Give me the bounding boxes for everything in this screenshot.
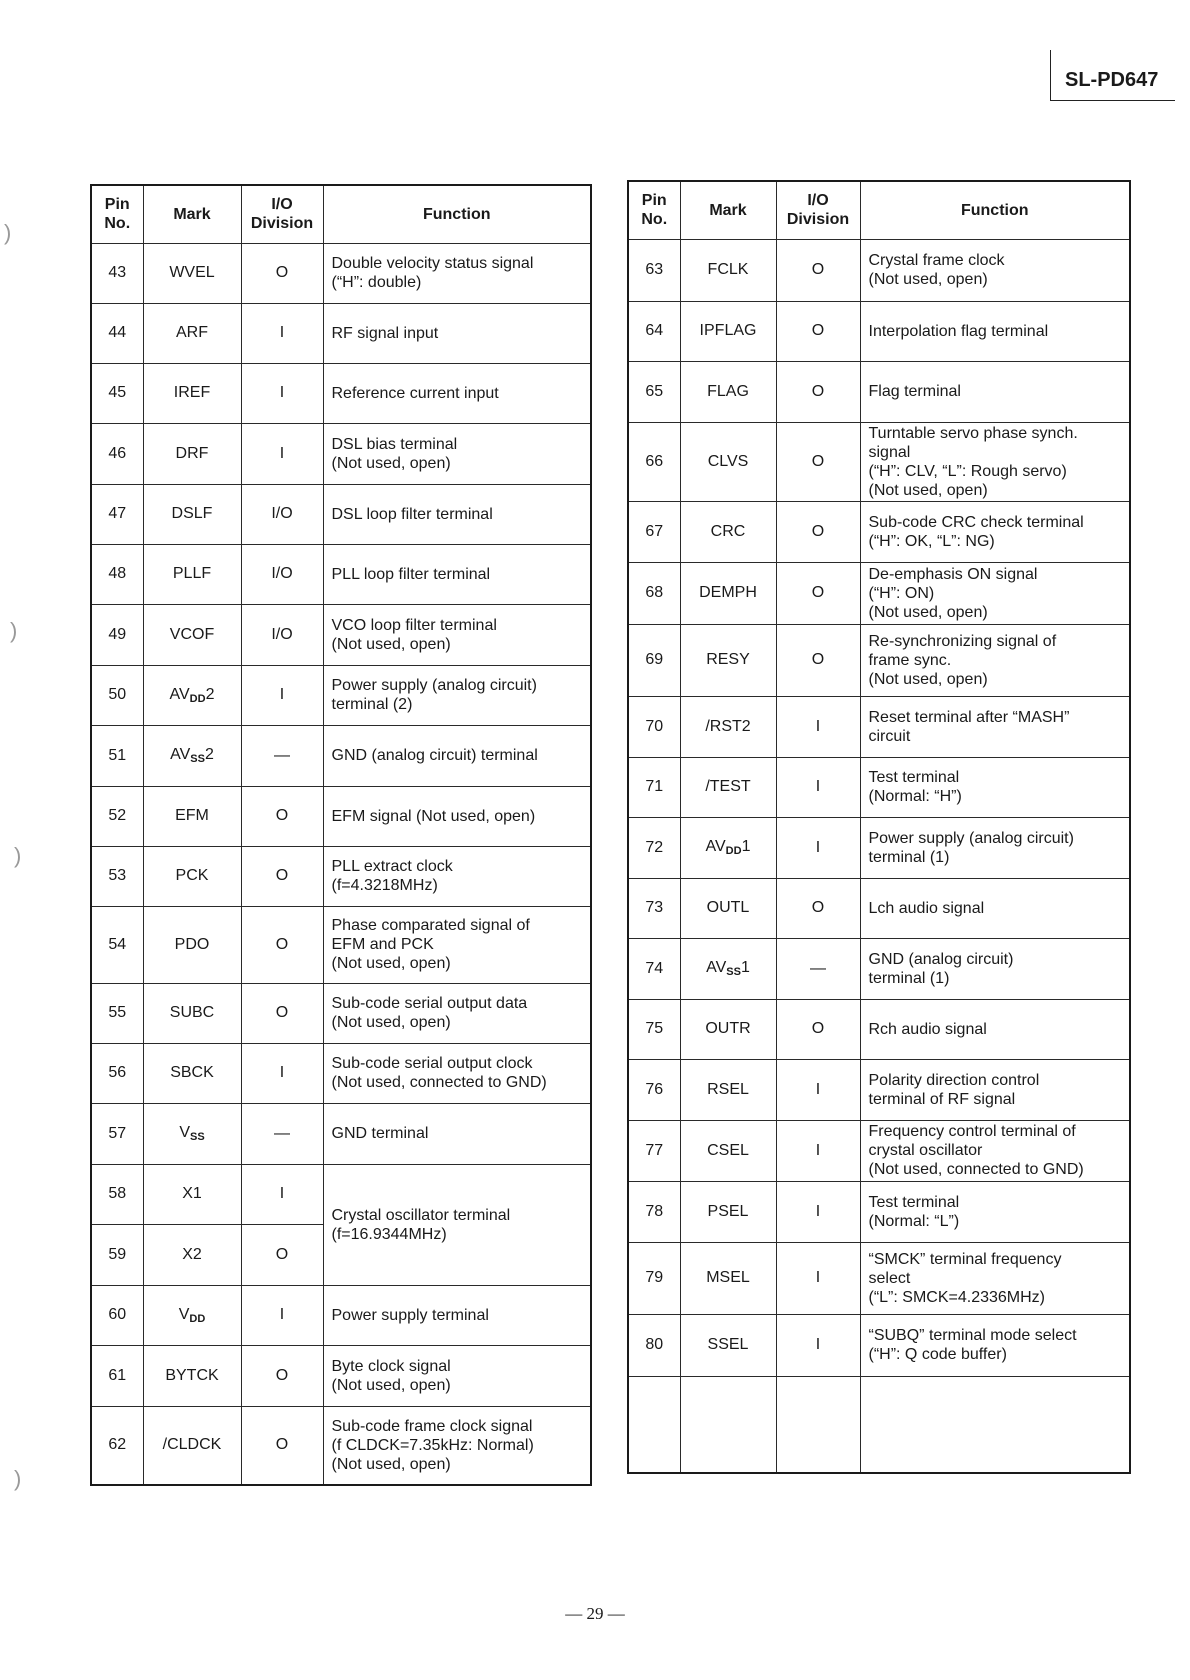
pin-number: 60 <box>91 1285 143 1345</box>
pin-mark: $V_{DD}$ <box>143 1285 241 1345</box>
pin-io: O <box>776 361 860 422</box>
pin-mark: WVEL <box>143 243 241 303</box>
pin-mark: CLVS <box>680 422 776 501</box>
pin-function: Double velocity status signal (“H”: double) <box>323 243 591 303</box>
table-row <box>91 725 591 786</box>
table-row <box>628 422 1130 501</box>
table-row <box>91 1164 591 1224</box>
pin-mark: PSEL <box>680 1181 776 1242</box>
pin-number: 43 <box>91 243 143 303</box>
table-row <box>628 817 1130 878</box>
empty-cell <box>628 1376 680 1473</box>
pin-number: 63 <box>628 239 680 301</box>
table-row <box>628 301 1130 361</box>
table-row <box>628 999 1130 1059</box>
pin-io: I <box>241 363 323 423</box>
pin-mark: RESY <box>680 624 776 696</box>
empty-cell <box>776 1376 860 1473</box>
pin-number: 67 <box>628 501 680 562</box>
pin-function: Turntable servo phase synch. signal (“H”: CLV, “L”: Rough servo) (Not used, open) <box>860 422 1130 501</box>
scan-artifact: ) <box>4 220 12 245</box>
pin-mark: DEMPH <box>680 562 776 624</box>
pin-io: I <box>241 665 323 725</box>
pin-mark: X1 <box>143 1164 241 1224</box>
table-row <box>91 303 591 363</box>
header-pin: Pin No. <box>91 185 143 243</box>
pin-io: O <box>241 906 323 983</box>
pin-io: O <box>241 1406 323 1485</box>
pin-function: Sub-code serial output data (Not used, open) <box>323 983 591 1043</box>
header-io: I/O Division <box>241 185 323 243</box>
table-row <box>91 423 591 484</box>
pin-number: 66 <box>628 422 680 501</box>
pin-number: 56 <box>91 1043 143 1103</box>
table-row <box>628 361 1130 422</box>
pin-io: O <box>776 878 860 938</box>
pin-function: Sub-code serial output clock (Not used, connected to GND) <box>323 1043 591 1103</box>
pin-number: 68 <box>628 562 680 624</box>
pin-function: Phase comparated signal of EFM and PCK (Not used, open) <box>323 906 591 983</box>
pin-io: O <box>776 624 860 696</box>
pin-function: Sub-code frame clock signal (f CLDCK=7.35kHz: Normal) (Not used, open) <box>323 1406 591 1485</box>
pin-function: Reset terminal after “MASH” circuit <box>860 696 1130 757</box>
pin-table-right <box>627 180 1131 1474</box>
pin-function: Power supply (analog circuit) terminal (1) <box>860 817 1130 878</box>
pin-io: O <box>241 983 323 1043</box>
pin-table-left <box>90 184 592 1486</box>
pin-io: I/O <box>241 544 323 604</box>
pin-io: I <box>776 1120 860 1181</box>
table-row <box>91 243 591 303</box>
pin-mark: SSEL <box>680 1314 776 1376</box>
pin-number: 55 <box>91 983 143 1043</box>
pin-function: Interpolation flag terminal <box>860 301 1130 361</box>
pin-number: 77 <box>628 1120 680 1181</box>
pin-number: 72 <box>628 817 680 878</box>
table-row <box>91 544 591 604</box>
pin-mark: SUBC <box>143 983 241 1043</box>
pin-mark: $AV_{DD}1$ <box>680 817 776 878</box>
pin-mark: BYTCK <box>143 1345 241 1406</box>
pin-number: 79 <box>628 1242 680 1314</box>
pin-number: 44 <box>91 303 143 363</box>
pin-io: I <box>241 1285 323 1345</box>
pin-function: Polarity direction control terminal of RF signal <box>860 1059 1130 1120</box>
pin-io: O <box>776 562 860 624</box>
pin-function: Lch audio signal <box>860 878 1130 938</box>
pin-function: Power supply terminal <box>323 1285 591 1345</box>
table-row <box>628 878 1130 938</box>
pin-mark: /TEST <box>680 757 776 817</box>
pin-mark: EFM <box>143 786 241 846</box>
pin-function: Crystal oscillator terminal (f=16.9344MHz) <box>323 1164 591 1285</box>
pin-function: GND terminal <box>323 1103 591 1164</box>
scan-artifact: ) <box>10 618 18 643</box>
empty-cell <box>860 1376 1130 1473</box>
pin-function: Sub-code CRC check terminal (“H”: OK, “L”: NG) <box>860 501 1130 562</box>
header-pin: Pin No. <box>628 181 680 239</box>
pin-number: 51 <box>91 725 143 786</box>
pin-function: “SMCK” terminal frequency select (“L”: SMCK=4.2336MHz) <box>860 1242 1130 1314</box>
pin-function: GND (analog circuit) terminal (1) <box>860 938 1130 999</box>
pin-io: O <box>241 1224 323 1285</box>
pin-mark: /CLDCK <box>143 1406 241 1485</box>
pin-number: 73 <box>628 878 680 938</box>
table-row <box>91 1043 591 1103</box>
pin-mark: PLLF <box>143 544 241 604</box>
pin-function: Power supply (analog circuit) terminal (2) <box>323 665 591 725</box>
empty-cell <box>680 1376 776 1473</box>
pin-function: DSL loop filter terminal <box>323 484 591 544</box>
table-row <box>91 786 591 846</box>
pin-mark: DSLF <box>143 484 241 544</box>
pin-function: “SUBQ” terminal mode select (“H”: Q code buffer) <box>860 1314 1130 1376</box>
pin-function: Rch audio signal <box>860 999 1130 1059</box>
pin-function: EFM signal (Not used, open) <box>323 786 591 846</box>
pin-mark: CSEL <box>680 1120 776 1181</box>
pin-io: O <box>776 501 860 562</box>
table-row <box>91 665 591 725</box>
pin-io: O <box>776 301 860 361</box>
pin-io: O <box>241 786 323 846</box>
table-row <box>628 757 1130 817</box>
pin-mark: /RST2 <box>680 696 776 757</box>
header-function: Function <box>860 181 1130 239</box>
table-row <box>91 1285 591 1345</box>
pin-number: 64 <box>628 301 680 361</box>
table-row <box>91 363 591 423</box>
pin-mark: DRF <box>143 423 241 484</box>
pin-io: O <box>241 1345 323 1406</box>
table-row <box>628 501 1130 562</box>
scan-artifact: ) <box>14 1466 22 1491</box>
table-row <box>628 562 1130 624</box>
pin-number: 78 <box>628 1181 680 1242</box>
pin-function: VCO loop filter terminal (Not used, open) <box>323 604 591 665</box>
pin-io: I/O <box>241 484 323 544</box>
table-row <box>91 604 591 665</box>
table-row <box>628 239 1130 301</box>
table-row <box>628 1120 1130 1181</box>
table-row <box>628 938 1130 999</box>
pin-mark: VCOF <box>143 604 241 665</box>
pin-number: 62 <box>91 1406 143 1485</box>
empty-row <box>628 1376 1130 1473</box>
pin-io: I <box>776 696 860 757</box>
pin-io: — <box>241 1103 323 1164</box>
pin-io: I <box>776 1059 860 1120</box>
pin-function: Flag terminal <box>860 361 1130 422</box>
header-io: I/O Division <box>776 181 860 239</box>
pin-io: I <box>241 423 323 484</box>
pin-function: Test terminal (Normal: “H”) <box>860 757 1130 817</box>
pin-mark: PCK <box>143 846 241 906</box>
pin-mark: FLAG <box>680 361 776 422</box>
pin-number: 54 <box>91 906 143 983</box>
pin-number: 57 <box>91 1103 143 1164</box>
table-row <box>628 1181 1130 1242</box>
table-row <box>91 983 591 1043</box>
table-row <box>91 1345 591 1406</box>
pin-number: 52 <box>91 786 143 846</box>
pin-number: 70 <box>628 696 680 757</box>
pin-number: 80 <box>628 1314 680 1376</box>
page-number: — 29 — <box>565 1604 625 1623</box>
pin-number: 76 <box>628 1059 680 1120</box>
pin-number: 53 <box>91 846 143 906</box>
table-row <box>91 1103 591 1164</box>
pin-number: 59 <box>91 1224 143 1285</box>
pin-mark: FCLK <box>680 239 776 301</box>
pin-number: 45 <box>91 363 143 423</box>
pin-mark: $V_{SS}$ <box>143 1103 241 1164</box>
pin-number: 58 <box>91 1164 143 1224</box>
pin-io: O <box>776 239 860 301</box>
pin-io: I/O <box>241 604 323 665</box>
pin-number: 49 <box>91 604 143 665</box>
pin-io: O <box>241 846 323 906</box>
pin-function: Reference current input <box>323 363 591 423</box>
table-row <box>628 1059 1130 1120</box>
pin-mark: $AV_{DD}2$ <box>143 665 241 725</box>
pin-io: I <box>776 1242 860 1314</box>
pin-io: — <box>776 938 860 999</box>
pin-io: O <box>241 243 323 303</box>
pin-mark: CRC <box>680 501 776 562</box>
scan-artifact: ) <box>14 843 22 868</box>
table-row <box>91 846 591 906</box>
pin-function: GND (analog circuit) terminal <box>323 725 591 786</box>
pin-number: 47 <box>91 484 143 544</box>
pin-io: O <box>776 422 860 501</box>
pin-mark: $AV_{SS}2$ <box>143 725 241 786</box>
pin-mark: RSEL <box>680 1059 776 1120</box>
pin-number: 75 <box>628 999 680 1059</box>
table-row <box>91 906 591 983</box>
pin-function: DSL bias terminal (Not used, open) <box>323 423 591 484</box>
pin-function: Frequency control terminal of crystal oscillator (Not used, connected to GND) <box>860 1120 1130 1181</box>
pin-function: De-emphasis ON signal (“H”: ON) (Not used, open) <box>860 562 1130 624</box>
header-function: Function <box>323 185 591 243</box>
pin-number: 74 <box>628 938 680 999</box>
pin-function: PLL extract clock (f=4.3218MHz) <box>323 846 591 906</box>
table-row <box>628 624 1130 696</box>
pin-number: 48 <box>91 544 143 604</box>
pin-io: — <box>241 725 323 786</box>
pin-mark: IREF <box>143 363 241 423</box>
pin-number: 69 <box>628 624 680 696</box>
pin-function: Byte clock signal (Not used, open) <box>323 1345 591 1406</box>
pin-function: Test terminal (Normal: “L”) <box>860 1181 1130 1242</box>
pin-mark: PDO <box>143 906 241 983</box>
pin-mark: OUTR <box>680 999 776 1059</box>
table-row <box>91 484 591 544</box>
table-row <box>628 1314 1130 1376</box>
pin-mark: $AV_{SS}1$ <box>680 938 776 999</box>
pin-io: I <box>241 1043 323 1103</box>
pin-function: Crystal frame clock (Not used, open) <box>860 239 1130 301</box>
pin-mark: SBCK <box>143 1043 241 1103</box>
pin-number: 50 <box>91 665 143 725</box>
pin-mark: IPFLAG <box>680 301 776 361</box>
pin-mark: X2 <box>143 1224 241 1285</box>
pin-io: I <box>776 817 860 878</box>
pin-io: I <box>241 1164 323 1224</box>
pin-function: PLL loop filter terminal <box>323 544 591 604</box>
pin-mark: ARF <box>143 303 241 363</box>
pin-number: 46 <box>91 423 143 484</box>
pin-io: I <box>776 757 860 817</box>
pin-io: I <box>241 303 323 363</box>
table-row <box>628 1242 1130 1314</box>
pin-number: 65 <box>628 361 680 422</box>
header-mark: Mark <box>680 181 776 239</box>
pin-io: O <box>776 999 860 1059</box>
pin-function: Re-synchronizing signal of frame sync. (Not used, open) <box>860 624 1130 696</box>
table-row <box>91 1406 591 1485</box>
pin-mark: MSEL <box>680 1242 776 1314</box>
pin-io: I <box>776 1314 860 1376</box>
pin-io: I <box>776 1181 860 1242</box>
model-number: SL-PD647 <box>1050 50 1175 101</box>
pin-number: 71 <box>628 757 680 817</box>
pin-mark: OUTL <box>680 878 776 938</box>
pin-function: RF signal input <box>323 303 591 363</box>
pin-number: 61 <box>91 1345 143 1406</box>
header-mark: Mark <box>143 185 241 243</box>
table-row <box>628 696 1130 757</box>
